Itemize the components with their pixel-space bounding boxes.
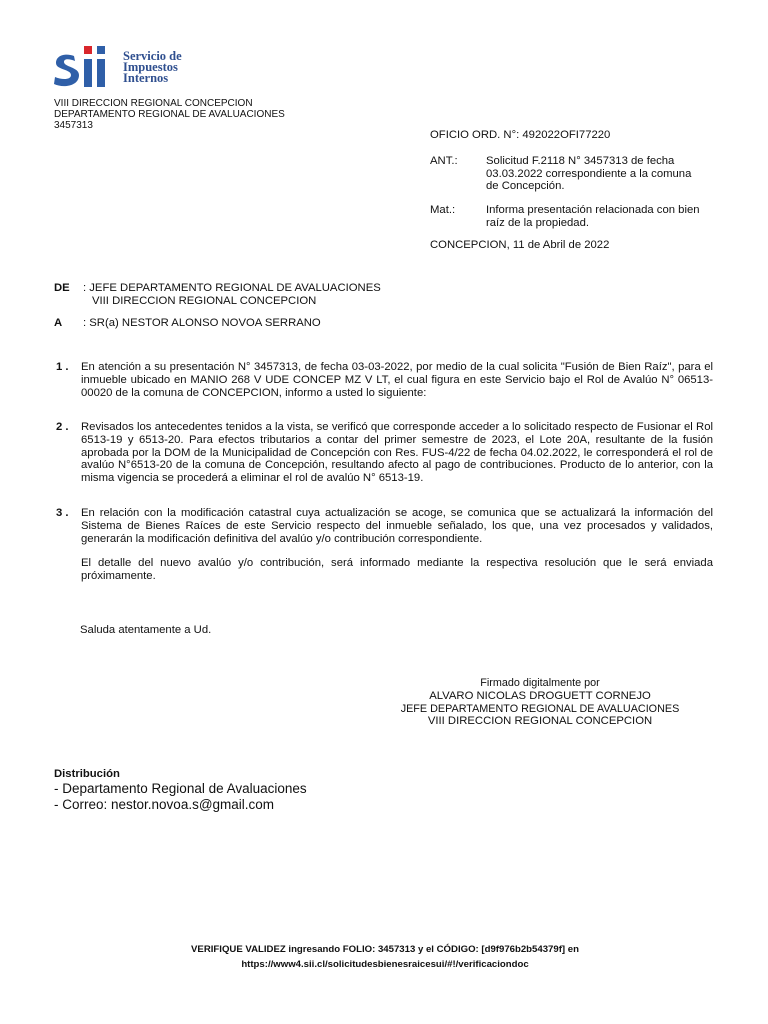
signature-title: JEFE DEPARTAMENTO REGIONAL DE AVALUACIONES — [400, 703, 680, 715]
closing-text: Saluda atentamente a Ud. — [80, 624, 212, 636]
paragraph-1-number: 1 . — [56, 361, 69, 373]
ant-label: ANT.: — [430, 155, 458, 167]
reference-block — [430, 129, 730, 259]
paragraph-3-number: 3 . — [56, 507, 69, 519]
from-label: DE — [54, 282, 70, 294]
paragraph-1-text: En atención a su presentación N° 3457313, de fecha 03-03-2022, por medio de la cual solicita "Fusión de Bien Raíz", para el inmueble ubicado en MANIO 268 V UDE CONCEP MZ V LT, el cual figura en este Servicio bajo el Rol de Avalúo N° 06513-00020 de la comuna de CONCEPCION, informo a usted lo siguiente: — [81, 361, 713, 399]
from-line-2: VIII DIRECCION REGIONAL CONCEPCION — [92, 295, 317, 307]
signature-name: ALVARO NICOLAS DROGUETT CORNEJO — [429, 690, 651, 702]
sii-logo-mark-icon — [52, 42, 122, 90]
paragraph-3-text: En relación con la modificación catastral cuya actualización se acoge, se comunica que se actualizará la información del Sistema de Bienes Raíces de este Servicio respecto del inmueble señalado, los que, una vez procesados y validados, generarán la modificación definitiva del avalúo y/o contribución correspondiente. — [81, 507, 713, 545]
to-label: A — [54, 317, 63, 329]
logo-line-2: Impuestos — [123, 60, 178, 74]
ant-text: Solicitud F.2118 N° 3457313 de fecha 03.03.2022 correspondiente a la comuna de Concepción. — [486, 155, 692, 192]
distribution-title: Distribución — [54, 768, 120, 780]
distribution-item: - Departamento Regional de Avaluaciones — [54, 781, 307, 796]
place-date: CONCEPCION, 11 de Abril de 2022 — [430, 239, 610, 251]
logo-line-3: Internos — [123, 71, 169, 85]
signature-office: VIII DIRECCION REGIONAL CONCEPCION — [427, 715, 653, 727]
sii-logo — [52, 42, 212, 90]
header-block — [54, 98, 285, 131]
logo-line-1: Servicio de — [123, 49, 182, 63]
to-line-1: : SR(a) NESTOR ALONSO NOVOA SERRANO — [83, 317, 321, 329]
mat-text: Informa presentación relacionada con bien raíz de la propiedad. — [486, 204, 700, 229]
mat-label: Mat.: — [430, 204, 456, 216]
footer-verification-link[interactable]: https://www4.sii.cl/solicitudesbienesraicesui/#!/verificaciondoc — [241, 959, 529, 970]
footer-line-1: VERIFIQUE VALIDEZ ingresando FOLIO: 3457313 y el CÓDIGO: [d9f976b2b54379f] en — [191, 944, 579, 955]
signature-line-1: Firmado digitalmente por — [480, 677, 600, 689]
distribution-item: - Correo: nestor.novoa.s@gmail.com — [54, 797, 275, 812]
distribution-block — [54, 767, 454, 813]
from-line-1: : JEFE DEPARTAMENTO REGIONAL DE AVALUACIONES — [83, 282, 381, 294]
header-line-2: DEPARTAMENTO REGIONAL DE AVALUACIONES — [54, 109, 285, 120]
paragraph-2-number: 2 . — [56, 421, 69, 433]
header-line-1: VIII DIRECCION REGIONAL CONCEPCION — [54, 98, 253, 109]
header-line-3: 3457313 — [54, 120, 93, 131]
paragraph-3-text-2: El detalle del nuevo avalúo y/o contribución, será informado mediante la respectiva resolución que le será enviada próximamente. — [81, 557, 713, 582]
signature-block — [380, 677, 700, 728]
verification-footer — [60, 942, 710, 972]
oficio-number: OFICIO ORD. N°: 492022OFI77220 — [430, 129, 611, 141]
paragraph-2-text: Revisados los antecedentes tenidos a la vista, se verificó que corresponde acceder a lo solicitado respecto de Fusionar el Rol 6513-19 y 6513-20. Para efectos tributarios a contar del primer semestre de 2023, el Lote 20A, resultante de la fusión aprobada por la DOM de la Municipalidad de Concepción con Res. FUS-4/22 de fecha 04.02.2022, le corresponderá el rol de avalúo N°6513-20 de la comuna de Concepción, resultando afecto al pago de contribuciones. Producto de lo anterior, con la misma vigencia se procederá a eliminar el rol de avalúo N° 6513-19. — [81, 421, 713, 485]
logo-wordmark — [123, 51, 182, 84]
